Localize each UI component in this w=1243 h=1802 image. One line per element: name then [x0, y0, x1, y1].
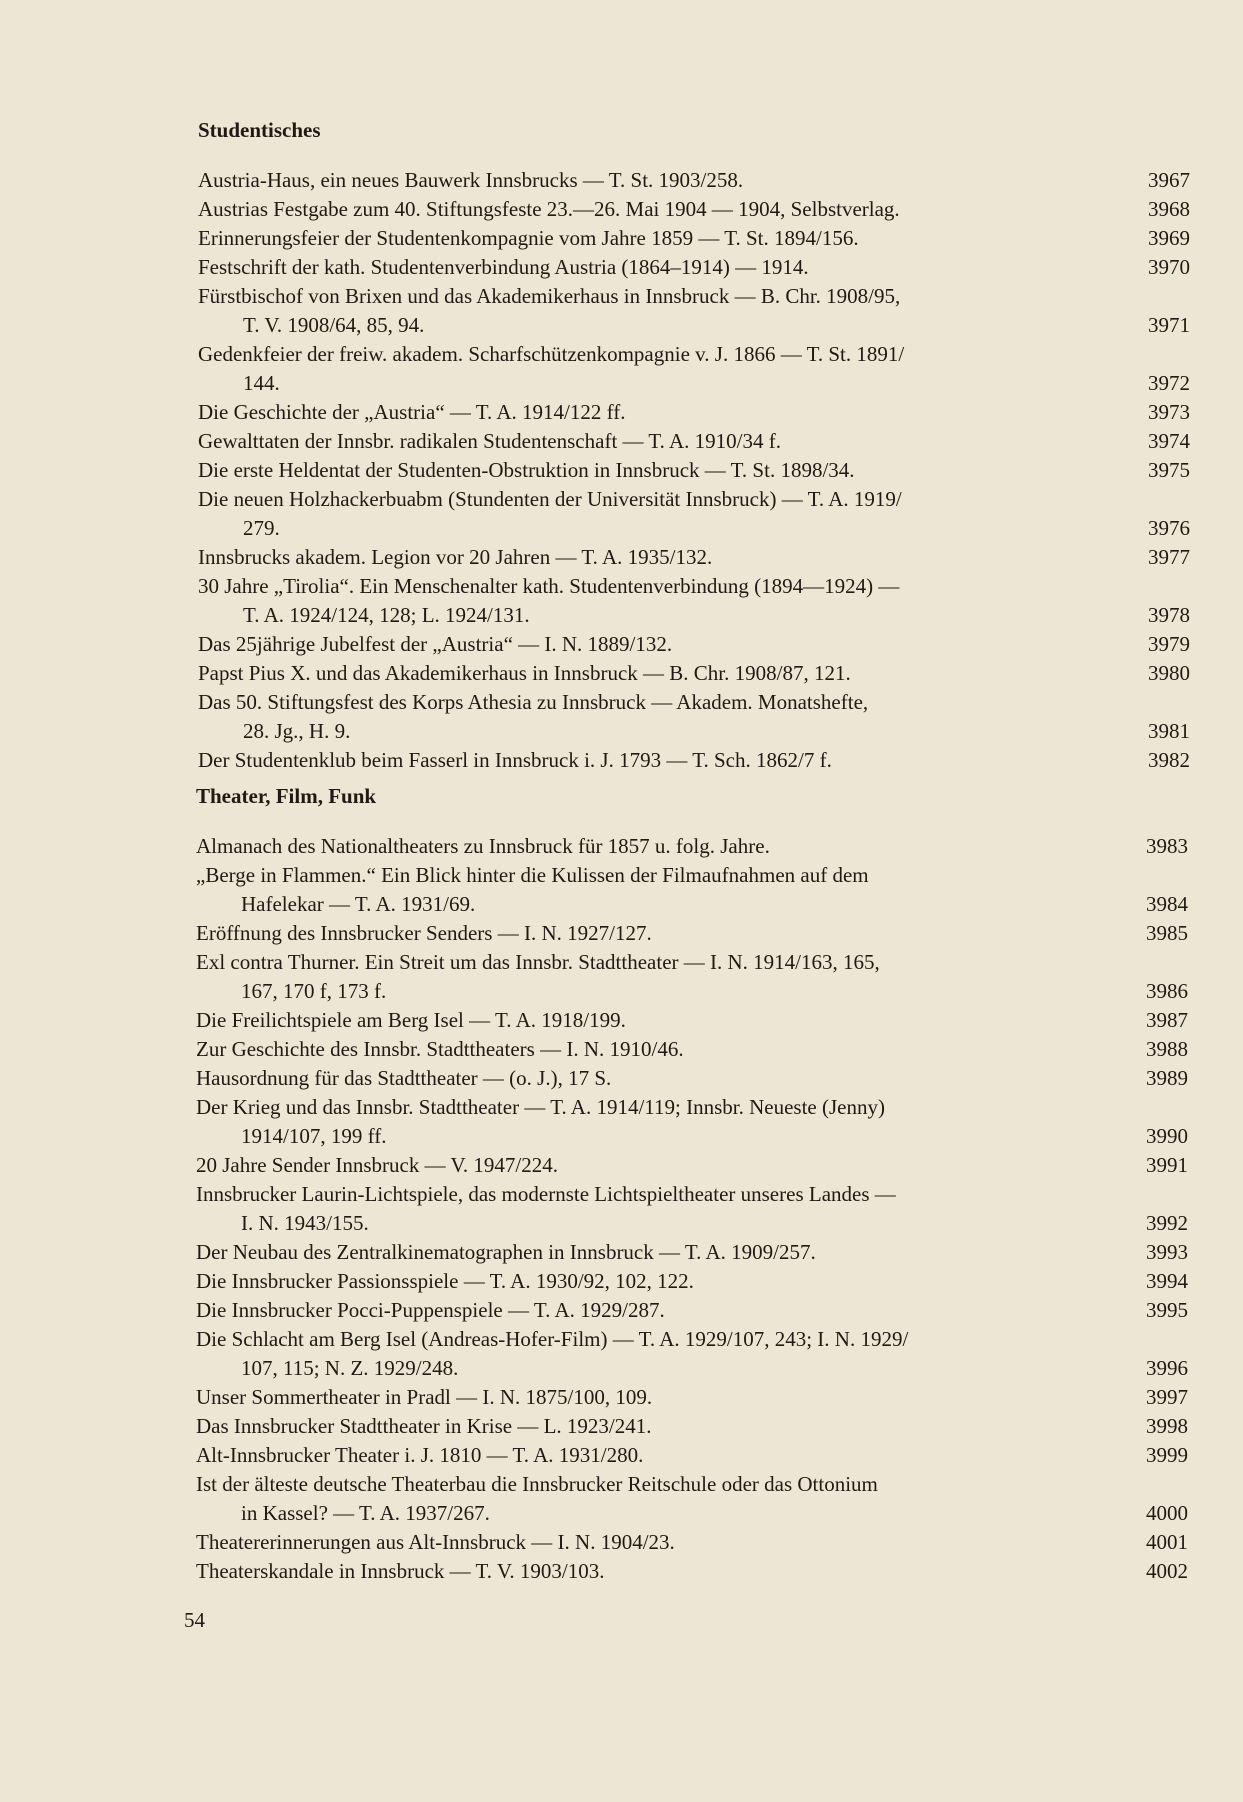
entry-number: 3968 — [1148, 197, 1190, 221]
entry-number: 3973 — [1148, 400, 1190, 424]
entry-continuation: 1914/107, 199 ff. — [241, 1124, 387, 1148]
entry-number: 3981 — [1148, 719, 1190, 743]
entry-number: 3996 — [1146, 1356, 1188, 1380]
bibliography-entry — [198, 688, 1190, 746]
entry-text: Innsbrucks akadem. Legion vor 20 Jahren — T. A. 1935/132. — [198, 545, 713, 569]
entry-text: Austrias Festgabe zum 40. Stiftungsfeste 23.—26. Mai 1904 — 1904, Selbstverlag. — [198, 197, 900, 221]
entry-number: 3975 — [1148, 458, 1190, 482]
entry-text: Zur Geschichte des Innsbr. Stadttheaters — I. N. 1910/46. — [196, 1037, 684, 1061]
entry-text: 30 Jahre „Tirolia“. Ein Menschenalter kath. Studentenverbindung (1894—1924) — — [198, 574, 900, 598]
entry-number: 3993 — [1146, 1240, 1188, 1264]
bibliography-entry — [198, 427, 1190, 456]
entry-number: 3972 — [1148, 371, 1190, 395]
entry-text: Austria-Haus, ein neues Bauwerk Innsbrucks — T. St. 1903/258. — [198, 168, 744, 192]
entry-number: 3979 — [1148, 632, 1190, 656]
entry-number: 3967 — [1148, 168, 1190, 192]
entry-list — [198, 166, 1190, 775]
entry-number: 3986 — [1146, 979, 1188, 1003]
section-studentisches — [198, 116, 1190, 775]
entry-text: Fürstbischof von Brixen und das Akademikerhaus in Innsbruck — B. Chr. 1908/95, — [198, 284, 901, 308]
bibliography-entry — [198, 282, 1190, 340]
bibliography-entry — [196, 1557, 1188, 1586]
entry-text: Die Freilichtspiele am Berg Isel — T. A. 1918/199. — [196, 1008, 626, 1032]
section-theater-film-funk — [196, 782, 1188, 1586]
entry-text: Alt-Innsbrucker Theater i. J. 1810 — T. A. 1931/280. — [196, 1443, 644, 1467]
bibliography-entry — [198, 224, 1190, 253]
entry-number: 3991 — [1146, 1153, 1188, 1177]
entry-text: Gedenkfeier der freiw. akadem. Scharfschützenkompagnie v. J. 1866 — T. St. 1891/ — [198, 342, 905, 366]
bibliography-entry — [198, 485, 1190, 543]
bibliography-entry — [196, 1441, 1188, 1470]
section-heading: Theater, Film, Funk — [196, 784, 377, 808]
entry-text: Der Neubau des Zentralkinematographen in Innsbruck — T. A. 1909/257. — [196, 1240, 816, 1264]
entry-text: Innsbrucker Laurin-Lichtspiele, das modernste Lichtspieltheater unseres Landes — — [196, 1182, 896, 1206]
entry-number: 3974 — [1148, 429, 1190, 453]
bibliography-entry — [198, 543, 1190, 572]
bibliography-entry — [198, 253, 1190, 282]
entry-text: Papst Pius X. und das Akademikerhaus in Innsbruck — B. Chr. 1908/87, 121. — [198, 661, 851, 685]
entry-continuation: T. A. 1924/124, 128; L. 1924/131. — [243, 603, 530, 627]
bibliography-entry — [196, 861, 1188, 919]
entry-number: 3982 — [1148, 748, 1190, 772]
bibliography-entry — [196, 1528, 1188, 1557]
entry-number: 3976 — [1148, 516, 1190, 540]
entry-text: Die erste Heldentat der Studenten-Obstruktion in Innsbruck — T. St. 1898/34. — [198, 458, 855, 482]
bibliography-entry — [198, 398, 1190, 427]
entry-text: Gewalttaten der Innsbr. radikalen Studentenschaft — T. A. 1910/34 f. — [198, 429, 781, 453]
entry-number: 3990 — [1146, 1124, 1188, 1148]
entry-text: Die Geschichte der „Austria“ — T. A. 1914/122 ff. — [198, 400, 626, 424]
entry-continuation: 28. Jg., H. 9. — [243, 719, 351, 743]
entry-text: Theaterskandale in Innsbruck — T. V. 1903/103. — [196, 1559, 605, 1583]
entry-text: Almanach des Nationaltheaters zu Innsbruck für 1857 u. folg. Jahre. — [196, 834, 770, 858]
entry-continuation: 144. — [243, 371, 280, 395]
bibliography-entry — [196, 1093, 1188, 1151]
entry-text: Das Innsbrucker Stadttheater in Krise — L. 1923/241. — [196, 1414, 652, 1438]
bibliography-entry — [196, 1238, 1188, 1267]
bibliography-entry — [196, 1267, 1188, 1296]
entry-text: Eröffnung des Innsbrucker Senders — I. N. 1927/127. — [196, 921, 652, 945]
bibliography-entry — [196, 1383, 1188, 1412]
entry-continuation: 279. — [243, 516, 280, 540]
entry-text: Die Schlacht am Berg Isel (Andreas-Hofer-Film) — T. A. 1929/107, 243; I. N. 1929/ — [196, 1327, 909, 1351]
entry-text: Ist der älteste deutsche Theaterbau die Innsbrucker Reitschule oder das Ottonium — [196, 1472, 878, 1496]
entry-number: 3983 — [1146, 834, 1188, 858]
entry-text: Die neuen Holzhackerbuabm (Stundenten der Universität Innsbruck) — T. A. 1919/ — [198, 487, 902, 511]
section-heading: Studentisches — [198, 118, 321, 142]
entry-number: 4000 — [1146, 1501, 1188, 1525]
entry-continuation: I. N. 1943/155. — [241, 1211, 369, 1235]
bibliography-entry — [198, 630, 1190, 659]
entry-continuation: 107, 115; N. Z. 1929/248. — [241, 1356, 459, 1380]
entry-number: 3970 — [1148, 255, 1190, 279]
entry-text: 20 Jahre Sender Innsbruck — V. 1947/224. — [196, 1153, 559, 1177]
entry-continuation: T. V. 1908/64, 85, 94. — [243, 313, 425, 337]
entry-number: 3997 — [1146, 1385, 1188, 1409]
entry-continuation: 167, 170 f, 173 f. — [241, 979, 387, 1003]
entry-text: Theatererinnerungen aus Alt-Innsbruck — I. N. 1904/23. — [196, 1530, 675, 1554]
bibliography-entry — [196, 832, 1188, 861]
entry-text: Das 50. Stiftungsfest des Korps Athesia zu Innsbruck — Akadem. Monatshefte, — [198, 690, 869, 714]
entry-text: Die Innsbrucker Pocci-Puppenspiele — T. A. 1929/287. — [196, 1298, 665, 1322]
entry-number: 3995 — [1146, 1298, 1188, 1322]
entry-number: 3978 — [1148, 603, 1190, 627]
page-number: 54 — [184, 1608, 205, 1632]
entry-number: 3984 — [1146, 892, 1188, 916]
bibliography-entry — [196, 1412, 1188, 1441]
entry-number: 3992 — [1146, 1211, 1188, 1235]
entry-number: 3985 — [1146, 921, 1188, 945]
bibliography-entry — [196, 1180, 1188, 1238]
entry-number: 4001 — [1146, 1530, 1188, 1554]
entry-number: 3969 — [1148, 226, 1190, 250]
bibliography-entry — [198, 456, 1190, 485]
entry-text: Erinnerungsfeier der Studentenkompagnie vom Jahre 1859 — T. St. 1894/156. — [198, 226, 859, 250]
entry-text: Unser Sommertheater in Pradl — I. N. 1875/100, 109. — [196, 1385, 653, 1409]
entry-number: 3994 — [1146, 1269, 1188, 1293]
entry-text: Der Krieg und das Innsbr. Stadttheater — T. A. 1914/119; Innsbr. Neueste (Jenny) — [196, 1095, 885, 1119]
bibliography-entry — [196, 948, 1188, 1006]
entry-text: Das 25jährige Jubelfest der „Austria“ — I. N. 1889/132. — [198, 632, 673, 656]
bibliography-entry — [198, 166, 1190, 195]
bibliography-entry — [196, 1151, 1188, 1180]
entry-number: 3999 — [1146, 1443, 1188, 1467]
entry-text: Der Studentenklub beim Fasserl in Innsbruck i. J. 1793 — T. Sch. 1862/7 f. — [198, 748, 832, 772]
entry-continuation: in Kassel? — T. A. 1937/267. — [241, 1501, 490, 1525]
entry-text: Exl contra Thurner. Ein Streit um das Innsbr. Stadttheater — I. N. 1914/163, 165, — [196, 950, 880, 974]
bibliography-entry — [198, 195, 1190, 224]
entry-list — [196, 832, 1188, 1586]
entry-text: Festschrift der kath. Studentenverbindung Austria (1864–1914) — 1914. — [198, 255, 809, 279]
bibliography-entry — [196, 1035, 1188, 1064]
bibliography-entry — [196, 1296, 1188, 1325]
entry-continuation: Hafelekar — T. A. 1931/69. — [241, 892, 476, 916]
bibliography-entry — [196, 919, 1188, 948]
entry-number: 3989 — [1146, 1066, 1188, 1090]
bibliography-entry — [198, 746, 1190, 775]
entry-number: 3987 — [1146, 1008, 1188, 1032]
entry-number: 3998 — [1146, 1414, 1188, 1438]
entry-number: 3988 — [1146, 1037, 1188, 1061]
bibliography-entry — [196, 1006, 1188, 1035]
bibliography-entry — [198, 340, 1190, 398]
entry-text: Die Innsbrucker Passionsspiele — T. A. 1930/92, 102, 122. — [196, 1269, 694, 1293]
bibliography-entry — [198, 572, 1190, 630]
bibliography-entry — [196, 1325, 1188, 1383]
entry-number: 3971 — [1148, 313, 1190, 337]
entry-text: „Berge in Flammen.“ Ein Blick hinter die Kulissen der Filmaufnahmen auf dem — [196, 863, 869, 887]
entry-number: 3980 — [1148, 661, 1190, 685]
entry-text: Hausordnung für das Stadttheater — (o. J.), 17 S. — [196, 1066, 612, 1090]
entry-number: 4002 — [1146, 1559, 1188, 1583]
bibliography-entry — [198, 659, 1190, 688]
bibliography-entry — [196, 1064, 1188, 1093]
bibliography-entry — [196, 1470, 1188, 1528]
entry-number: 3977 — [1148, 545, 1190, 569]
